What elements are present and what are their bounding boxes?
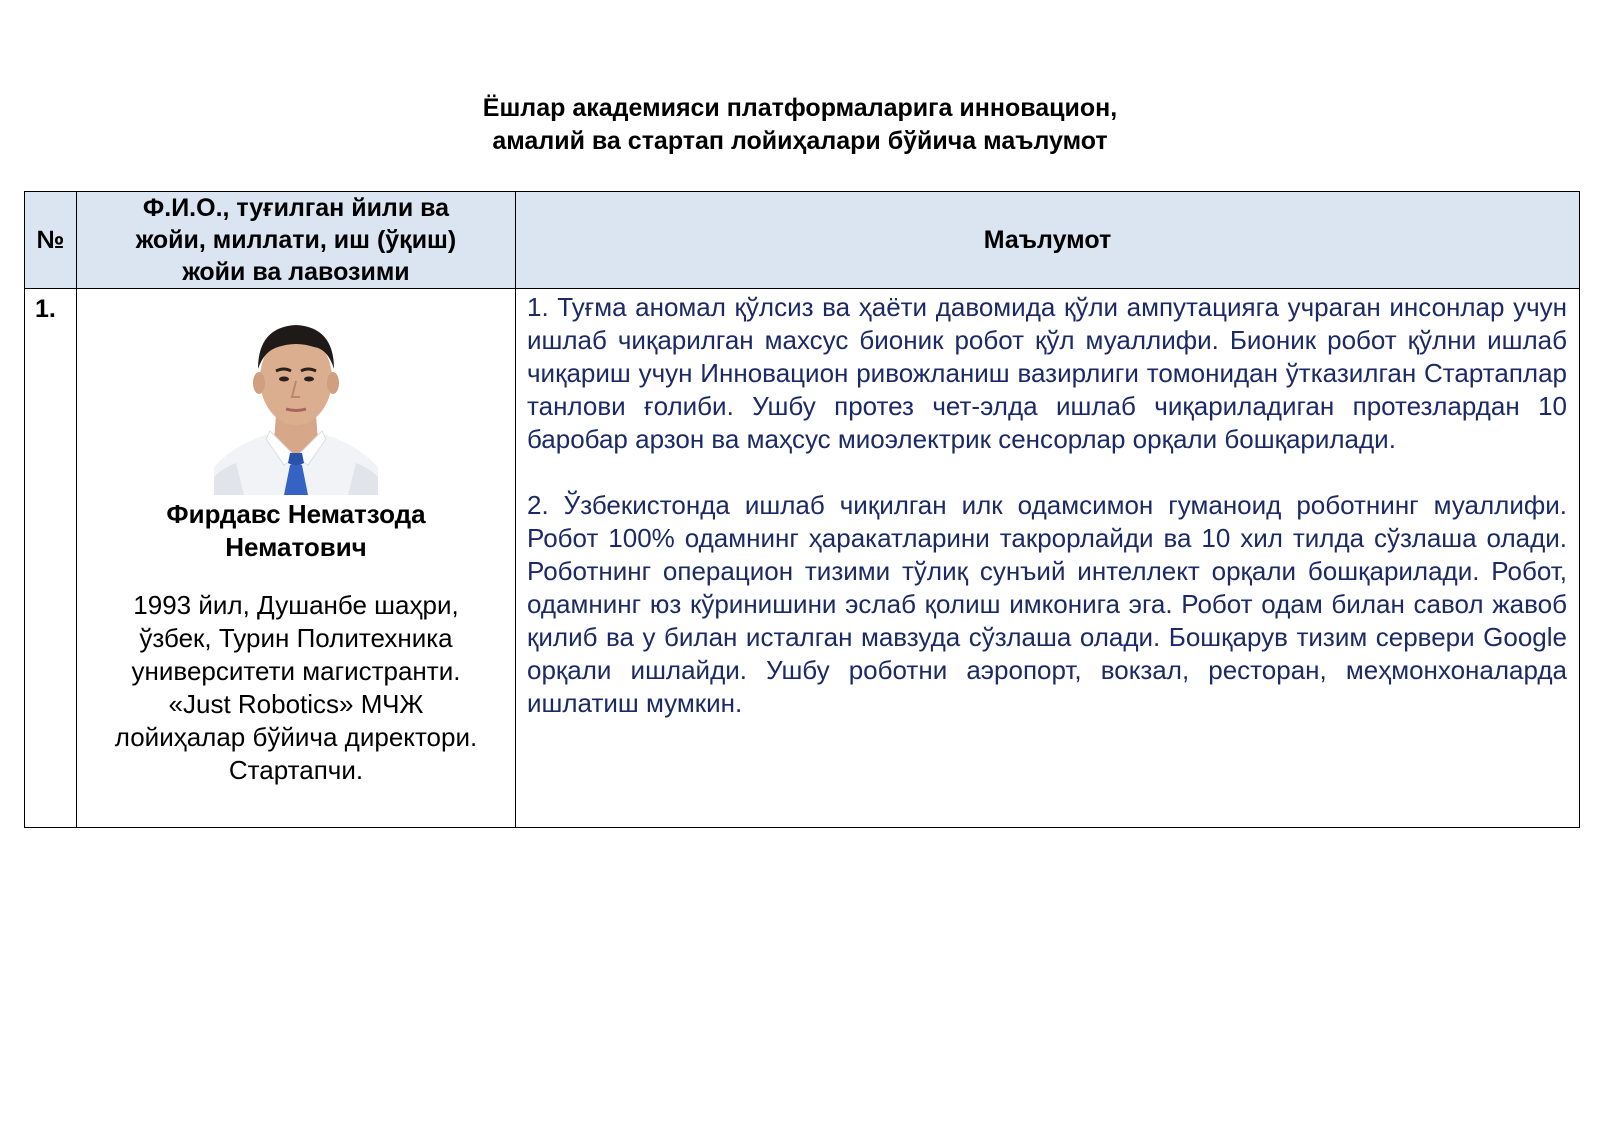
person-bio-line-2: ўзбек, Турин Политехника — [139, 623, 453, 653]
header-info: Маълумот — [516, 192, 1580, 289]
info-paragraph-1: 1. Туғма аномал қўлсиз ва ҳаёти давомида қўли ампутацияга учраган инсонлар учун ишлаб чиқарилган махсус бионик робот қўл муаллифи. Бионик робот қўлни ишлаб чиқариш учун Инновацион ривожланиш вазирлиги томонидан ўтказилган Стартаплар танлови ғолиби. Ушбу протез чет-элда ишлаб чиқариладиган протезлардан 10 баробар арзон ва маҳсус миоэлектрик сенсорлар орқали бошқарилади. — [527, 292, 1567, 454]
header-person — [77, 192, 516, 289]
person-name-line-2: Нематович — [225, 532, 367, 562]
person-bio — [77, 589, 515, 787]
person-name — [77, 498, 515, 564]
person-bio-line-1: 1993 йил, Душанбе шаҳри, — [133, 590, 459, 620]
person-bio-line-6: Стартапчи. — [228, 755, 364, 785]
header-person-line-1: Ф.И.О., туғилган йили ва — [142, 194, 450, 222]
header-number: № — [25, 192, 77, 289]
startup-info-table — [24, 191, 1580, 828]
person-cell — [77, 289, 516, 828]
header-person-line-3: жойи ва лавозими — [182, 258, 410, 286]
table-row — [25, 289, 1580, 828]
document-title-line-1: Ёшлар академияси платформаларига инновацион, — [482, 94, 1118, 122]
document-title — [0, 92, 1600, 158]
info-paragraph-2: 2. Ўзбекистонда ишлаб чиқилган илк одамсимон гуманоид роботнинг муаллифи. Робот 100% одамнинг ҳаракатларини такрорлайди ва 10 хил тилда сўзлаша олади. Роботнинг операцион тизими тўлиқ сунъий интеллект орқали бошқарилади. Робот, одамнинг юз кўринишини эслаб қолиш имконига эга. Робот одам билан савол жавоб қилиб ва у билан исталган мавзуда сўзлаша олади. Бошқарув тизим сервери Google орқали ишлайди. Ушбу роботни аэропорт, вокзал, ресторан, меҳмонхоналарда ишлатиш мумкин. — [527, 490, 1567, 718]
person-bio-line-5: лойиҳалар бўйича директори. — [114, 722, 478, 752]
document-title-line-2: амалий ва стартап лойиҳалари бўйича маълумот — [492, 127, 1108, 155]
person-bio-line-3: университети магистранти. — [131, 656, 461, 686]
person-name-line-1: Фирдавс Нематзода — [166, 499, 426, 529]
person-photo — [214, 317, 378, 495]
info-cell — [516, 289, 1580, 828]
header-person-line-2: жойи, миллати, иш (ўқиш) — [135, 226, 457, 254]
row-number: 1. — [25, 289, 77, 828]
person-bio-line-4: «Just Robotics» МЧЖ — [168, 689, 424, 719]
table-header-row — [25, 192, 1580, 289]
